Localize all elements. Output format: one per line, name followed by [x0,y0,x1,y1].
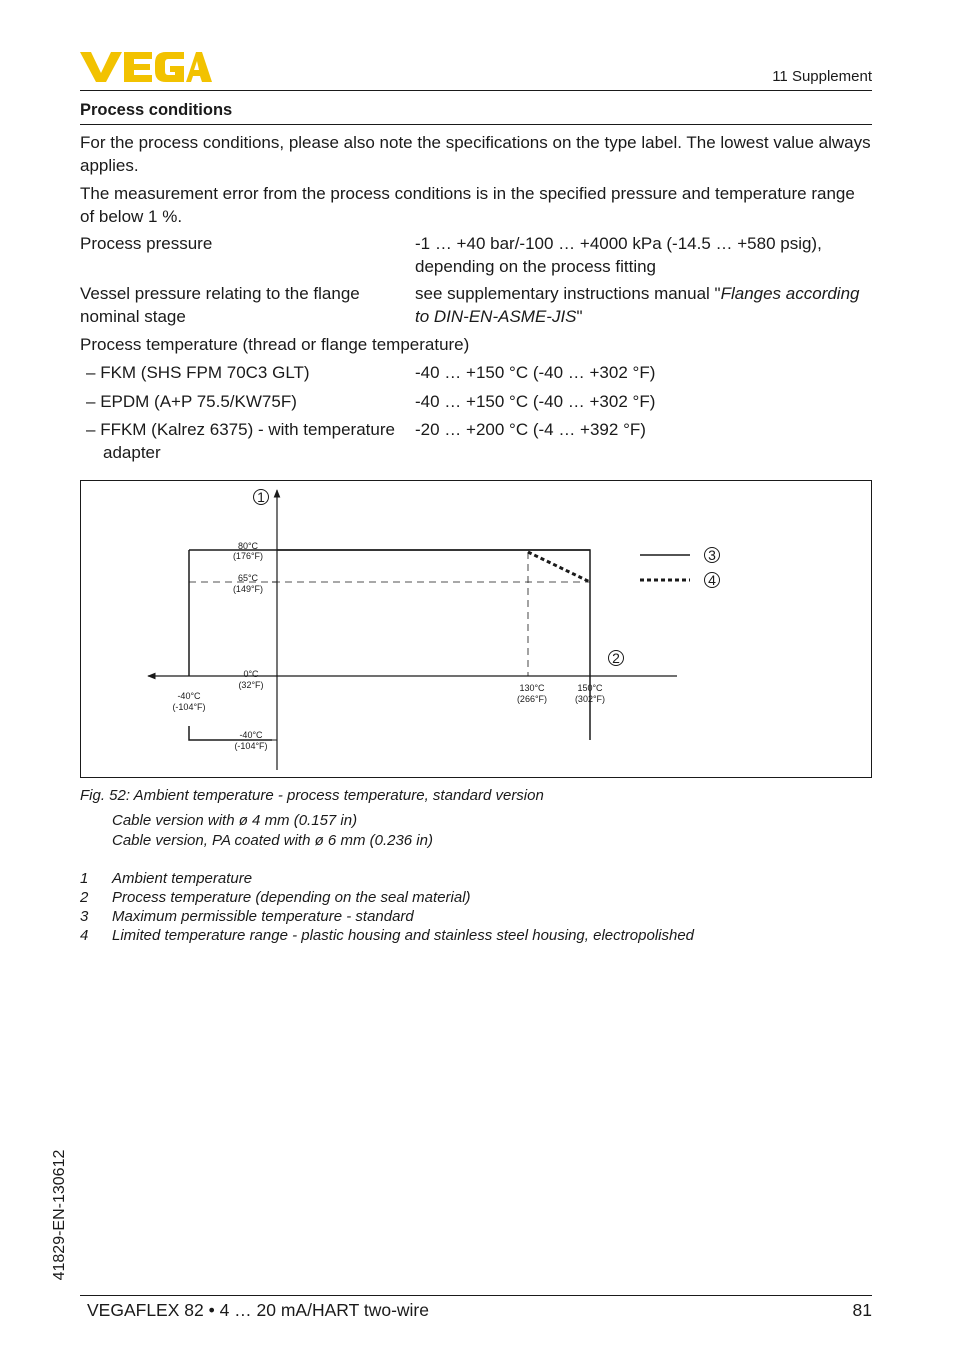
legend-item [80,869,252,888]
material-value: -40 … +150 °C (-40 … +302 °F) [415,392,656,411]
value-text: " [576,306,583,326]
figure-note: Cable version, PA coated with ø 6 mm (0.236 in) [112,832,433,849]
limited-temperature-line [528,552,590,582]
header-rule [80,90,872,91]
material-value: -20 … +200 °C (-4 … +392 °F) [415,420,646,439]
intro-paragraph: For the process conditions, please also note the specifications on the type label. The lowest value always applies. [80,133,871,175]
x-tick-label: 130°C [519,683,545,693]
legend-number: 3 [80,908,89,925]
legend-number: 4 [80,927,89,944]
material-value: -40 … +150 °C (-40 … +302 °F) [415,363,656,382]
legend-item [80,888,471,907]
y-tick-label: (-104°F) [234,741,268,751]
material-name: FFKM (Kalrez 6375) - with temperature adapter [100,420,395,462]
spec-label: Process pressure [80,234,213,253]
y-tick-label: 65°C [237,573,259,583]
figure-note: Cable version with ø 4 mm (0.157 in) [112,812,358,829]
spec-value: -1 … +40 bar/-100 … +4000 kPa (-14.5 … +580 psig), depending on the process fitting [415,234,822,276]
legend-item [80,926,694,945]
legend-text: Maximum permissible temperature - standard [112,908,414,925]
intro-paragraph: The measurement error from the process conditions is in the specified pressure and temperature range of below 1 %. [80,184,855,226]
page-number: 81 [852,1300,872,1320]
x-tick-label: 150°C [577,683,603,693]
y-tick-label: (149°F) [232,584,264,594]
value-text: see supplementary instructions manual " [415,284,721,303]
legend-item [80,907,414,926]
section-label: 11 Supplement [772,68,872,85]
footer-rule [80,1295,872,1296]
page-title: Process conditions [80,101,233,119]
legend-text: Ambient temperature [112,870,253,887]
callout-number: 2 [612,650,620,666]
footer-product: VEGAFLEX 82 • 4 … 20 mA/HART two-wire [87,1300,429,1320]
material-label: – EPDM (A+P 75.5/KW75F) [86,392,297,411]
y-tick-label: 0°C [243,669,259,679]
figure-caption: Fig. 52: Ambient temperature - process temperature, standard version [80,787,544,804]
manual-title: Flanges according to DIN-EN-ASME-JIS [415,284,860,326]
callout-number: 3 [708,547,716,563]
callout-number: 1 [257,489,265,505]
legend-text: Process temperature (depending on the seal material) [112,889,471,906]
callout-number: 4 [708,572,716,588]
spec-subheading: Process temperature (thread or flange temperature) [80,335,470,354]
spec-label: Vessel pressure relating to the flange nominal stage [80,284,360,326]
y-tick-label: (32°F) [238,680,264,690]
x-tick-label: (266°F) [516,694,548,704]
material-name: FKM (SHS FPM 70C3 GLT) [100,363,310,382]
y-tick-label: -40°C [239,730,263,740]
legend-number: 2 [80,889,89,906]
y-tick-label: 80°C [237,541,259,551]
legend-text: Limited temperature range - plastic housing and stainless steel housing, electropolished [112,927,695,944]
vega-logo [80,50,212,84]
x-tick-label: (-104°F) [172,702,206,712]
x-tick-label: -40°C [177,691,201,701]
y-tick-label: (176°F) [232,551,264,561]
material-label: – FFKM (Kalrez 6375) - with temperature adapter [86,420,395,462]
x-tick-label: (302°F) [574,694,606,704]
temperature-diagram [80,480,872,778]
legend-number: 1 [80,870,89,887]
material-name: EPDM (A+P 75.5/KW75F) [100,392,297,411]
material-label: – FKM (SHS FPM 70C3 GLT) [86,363,310,382]
document-id: 41829-EN-130612 [51,1149,68,1281]
heading-block [80,101,872,125]
spec-value [415,283,875,328]
